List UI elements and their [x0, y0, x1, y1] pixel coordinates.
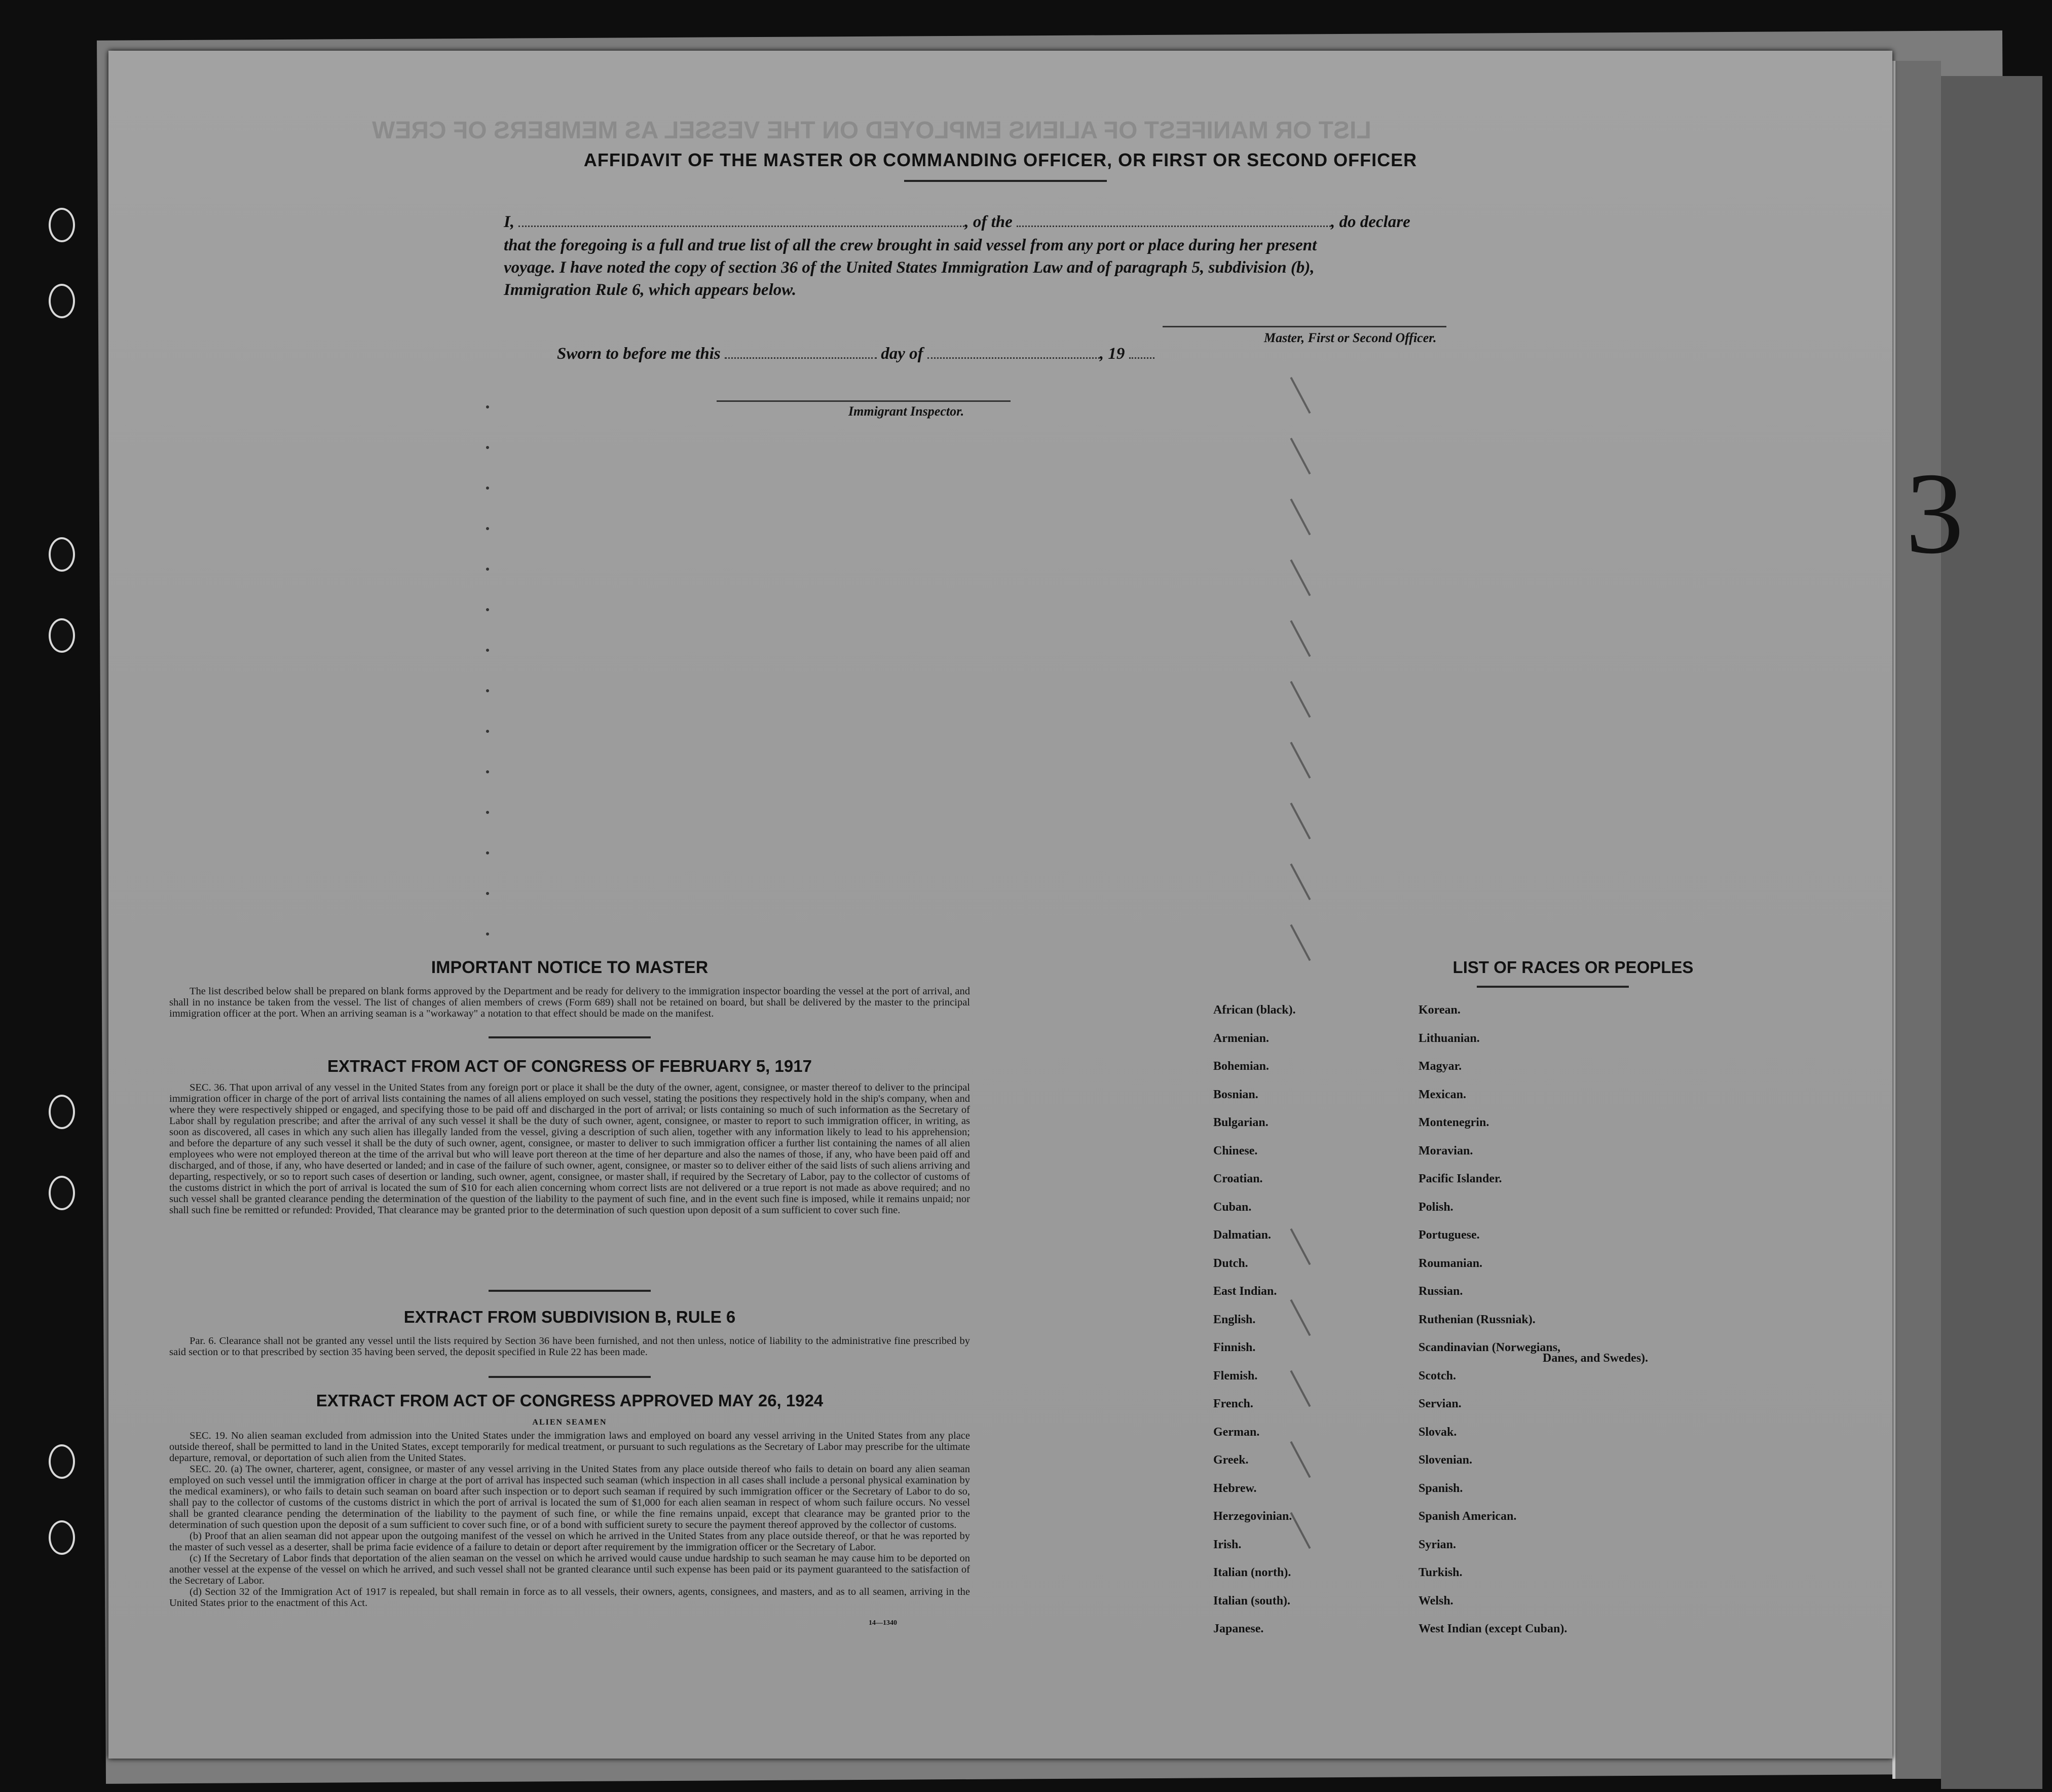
ditto-mark — [1290, 1441, 1311, 1478]
bleed-dot — [486, 892, 489, 895]
ditto-mark — [1290, 438, 1311, 475]
binder-hole — [49, 1444, 75, 1479]
affidavit-declare: , do declare — [1331, 213, 1410, 231]
race-item: German. — [1213, 1425, 1260, 1439]
race-item: Bulgarian. — [1213, 1116, 1268, 1129]
bleed-dot — [486, 649, 489, 652]
races-title: LIST OF RACES OR PEOPLES — [1452, 958, 1694, 977]
master-signature-line[interactable] — [1163, 326, 1446, 327]
race-item: Italian (north). — [1213, 1566, 1291, 1579]
race-item: Dalmatian. — [1213, 1228, 1271, 1242]
race-item: Croatian. — [1213, 1172, 1263, 1185]
ditto-mark — [1290, 499, 1311, 536]
underlying-page-edge — [1941, 76, 2042, 1789]
ditto-mark — [1290, 864, 1311, 901]
inspector-signature-label: Immigrant Inspector. — [848, 404, 964, 419]
race-item: Flemish. — [1213, 1369, 1258, 1383]
document-page — [108, 51, 1892, 1759]
affidavit-of-the: , of the — [964, 213, 1013, 231]
race-item: Magyar. — [1419, 1060, 1462, 1073]
race-item: Dutch. — [1213, 1256, 1248, 1270]
race-item: Slovak. — [1419, 1425, 1457, 1439]
binder-hole — [49, 618, 75, 653]
race-item: Irish. — [1213, 1538, 1242, 1551]
bleed-dot — [486, 487, 489, 490]
year-text: , 19 — [1099, 345, 1125, 363]
race-item: Montenegrin. — [1419, 1116, 1489, 1129]
bleed-dot — [486, 446, 489, 449]
bleed-dot — [486, 689, 489, 692]
bleed-dot — [486, 405, 489, 408]
race-item: Servian. — [1419, 1397, 1462, 1410]
race-item: Russian. — [1419, 1285, 1463, 1298]
act-1924-sec-19: SEC. 19. No alien seaman excluded from admission into the United States under the immigration laws and employed on board any vessel arriving in the United States from any place outside thereof, shall be permitted to land in the United States, except temporarily for medical treatment, or pursuant to such regulations as the Secretary of Labor may prescribe for the ultimate departure, removal, or deportation of such alien from the United States. — [169, 1430, 970, 1464]
ditto-mark — [1290, 924, 1311, 961]
ditto-mark — [1290, 742, 1311, 779]
race-item: Chinese. — [1213, 1144, 1258, 1158]
race-item: Polish. — [1419, 1200, 1453, 1214]
race-item: Moravian. — [1419, 1144, 1473, 1158]
binder-hole — [49, 1095, 75, 1129]
page-edge-strip — [1892, 61, 1941, 1779]
day-blank[interactable] — [725, 357, 877, 359]
form-number: 14—1340 — [869, 1619, 897, 1627]
bleed-dot — [486, 811, 489, 814]
notice-paragraph: The list described below shall be prepared on blank forms approved by the Department and be ready for delivery to the immigration inspector boarding the vessel at the port of arrival, and shall in no instance be taken from the vessel. The list of changes of alien members of crews (Form 689) shall not be retained on board, but shall be delivered by the master to the principal immigration officer at the port. When an arriving seaman is a "workaway" a notation to that effect should be made on the manifest. — [169, 986, 970, 1019]
race-item: Cuban. — [1213, 1200, 1252, 1214]
bleed-dot — [486, 730, 489, 733]
affidavit-line-3: voyage. I have noted the copy of section 36 of the United States Immigration Law and of paragraph 5, subdivision (b), — [504, 258, 1315, 277]
affidavit-line-1 — [504, 213, 1609, 232]
race-item: Welsh. — [1419, 1594, 1453, 1608]
race-item: Bohemian. — [1213, 1060, 1270, 1073]
notice-text — [169, 986, 970, 1019]
bleed-dot — [486, 568, 489, 571]
race-item: Korean. — [1419, 1003, 1461, 1017]
day-of-text: day of — [881, 345, 923, 363]
race-item: Mexican. — [1419, 1088, 1466, 1101]
ditto-mark — [1290, 620, 1311, 657]
races-divider — [1477, 986, 1629, 988]
ditto-mark — [1290, 559, 1311, 596]
act-1924-sec-20b: (b) Proof that an alien seaman did not appear upon the outgoing manifest of the vessel on which he arrived in the United States from any place outside thereof, or that he was reported by the master of such vessel as a deserter, shall be prima facie evidence of a failure to detain or deport after requirement by the immigration officer or the Secretary of Labor. — [169, 1530, 970, 1553]
act-1924-text — [169, 1430, 970, 1609]
ditto-mark — [1290, 377, 1311, 414]
section-divider — [489, 1036, 651, 1038]
alien-seamen-subtitle: ALIEN SEAMEN — [532, 1418, 607, 1427]
affidavit-line-4: Immigration Rule 6, which appears below. — [504, 281, 797, 299]
act-1924-sec-20c: (c) If the Secretary of Labor finds that deportation of the alien seaman on the vessel on which he arrived would cause undue hardship to such seaman he may cause him to be deported on another vessel at the expense of the vessel on which he arrived, and such vessel shall not be granted clearance until such expense has been paid or its payment guaranteed to the satisfaction of the Secretary of Labor. — [169, 1553, 970, 1586]
ditto-mark — [1290, 1228, 1311, 1265]
race-item: East Indian. — [1213, 1285, 1277, 1298]
master-signature-label: Master, First or Second Officer. — [1264, 330, 1437, 345]
bleed-dot — [486, 851, 489, 854]
affidavit-title: AFFIDAVIT OF THE MASTER OR COMMANDING OFFICER, OR FIRST OR SECOND OFFICER — [583, 150, 1417, 170]
race-item: Portuguese. — [1419, 1228, 1480, 1242]
race-item: French. — [1213, 1397, 1253, 1410]
race-item: Greek. — [1213, 1453, 1249, 1467]
sworn-line — [557, 345, 1662, 363]
race-item: Italian (south). — [1213, 1594, 1291, 1608]
year-blank[interactable] — [1129, 357, 1154, 359]
rule-6-text — [169, 1335, 970, 1358]
race-item: Japanese. — [1213, 1622, 1264, 1635]
act-1924-sec-20d: (d) Section 32 of the Immigration Act of 1917 is repealed, but shall remain in force as to all vessels, their owners, agents, consignees, and masters, and as to all seamen, arriving in the United States prior to the enactment of this Act. — [169, 1586, 970, 1609]
act-1917-text — [169, 1082, 970, 1216]
act-1924-sec-20a: SEC. 20. (a) The owner, charterer, agent, consignee, or master of any vessel arriving in the United States from any place outside thereof who fails to detain on board any alien seaman employed on such vessel until the immigration officer in charge at the port of arrival has inspected such seaman (which inspection in all cases shall include a personal physical examination by the medical examiners), or who fails to detain such seaman on board after such inspection or to deport such seaman if required by such immigration officer or the Secretary of Labor to do so, shall pay to the collector of customs of the customs district in which the port of arrival is located the sum of $1,000 for each alien seaman in respect of whom such failure occurs. No vessel shall be granted clearance pending the determination of the liability to the payment of such fine, or while the fine remains unpaid, except that clearance may be granted prior to the determination of such question upon the deposit of a sum sufficient to cover such fine, or of a bond with sufficient surety to secure the payment thereof approved by the collector of customs. — [169, 1464, 970, 1530]
bleed-dot — [486, 770, 489, 773]
race-item: Scandinavian (Norwegians, — [1419, 1341, 1561, 1354]
act-1917-title: EXTRACT FROM ACT OF CONGRESS OF FEBRUARY 5, 1917 — [327, 1057, 812, 1075]
title-divider — [904, 180, 1107, 182]
race-item: English. — [1213, 1313, 1256, 1326]
ditto-mark — [1290, 803, 1311, 840]
binder-hole — [49, 208, 75, 242]
act-1917-paragraph: SEC. 36. That upon arrival of any vessel in the United States from any foreign port or place it shall be the duty of the owner, agent, consignee, or master thereof to deliver to the principal immigration officer in charge of the port of arrival lists containing the names of all aliens employed on such vessel, stating the positions they respectively hold in the ship's company, when and where they were respectively shipped or engaged, and specifying those to be paid off and discharged in the port of arrival; or lists containing so much of such information as the Secretary of Labor shall by regulation prescribe; and after the arrival of any such vessel it shall be the duty of such owner, agent, consignee, or master to report to such immigration officer, in writing, as soon as discovered, all cases in which any such alien has illegally landed from the vessel, giving a description of such alien, together with any information likely to lead to his apprehension; and before the departure of any such vessel it shall be the duty of such owner, agent, consignee, or master to deliver to such immigration officer a further list containing the names of all alien employees who were not employed thereon at the time of the arrival but who will leave port thereon at the time of her departure and also the names of those, if any, who have been paid off and discharged, and of those, if any, who have deserted or landed; and in case of the failure of such owner, agent, consignee, or master so to deliver either of the said lists of such aliens arriving and departing, respectively, or so to report such cases of desertion or landing, such owner, agent, consignee, or master shall, if required by the Secretary of Labor, pay to the collector of customs of the customs district in which the port of arrival is located the sum of $10 for each alien concerning whom correct lists are not delivered or a true report is not made as above required; and no such vessel shall be granted clearance pending the determination of the question of the liability to the payment of such fine, and in the event such fine is imposed, while it remains unpaid; nor shall such fine be remitted or refunded: Provided, That clearance may be granted prior to the determination of such question upon deposit of a sum sufficient to cover such fine. — [169, 1082, 970, 1216]
handwritten-number: 3 — [1906, 449, 1964, 578]
race-item: Herzegovinian. — [1213, 1510, 1292, 1523]
race-item: West Indian (except Cuban). — [1419, 1622, 1568, 1635]
race-item: Spanish. — [1419, 1481, 1463, 1495]
race-item: Danes, and Swedes). — [1543, 1351, 1649, 1365]
notice-title: IMPORTANT NOTICE TO MASTER — [431, 958, 708, 977]
act-1924-title: EXTRACT FROM ACT OF CONGRESS APPROVED MAY 26, 1924 — [316, 1391, 824, 1410]
race-item: Roumanian. — [1419, 1256, 1483, 1270]
binder-hole — [49, 284, 75, 318]
affidavit-i: I, — [504, 213, 515, 231]
bleed-dot — [486, 932, 489, 936]
vessel-blank[interactable] — [1017, 226, 1331, 227]
bleed-through-heading: LIST OR MANIFEST OF ALIENS EMPLOYED ON THE VESSEL AS MEMBERS OF CREW — [372, 117, 1371, 144]
race-item: Lithuanian. — [1419, 1031, 1480, 1045]
sworn-text: Sworn to before me this — [557, 345, 721, 363]
race-item: Ruthenian (Russniak). — [1419, 1313, 1536, 1326]
race-item: Turkish. — [1419, 1566, 1463, 1579]
rule-6-paragraph: Par. 6. Clearance shall not be granted any vessel until the lists required by Section 36 have been furnished, and not then unless, notice of liability to the administrative fine prescribed by said section or to that prescribed by section 35 having been served, the deposit specified in Rule 22 has been made. — [169, 1335, 970, 1358]
bleed-dot — [486, 527, 489, 530]
bleed-dot — [486, 608, 489, 611]
section-divider — [489, 1290, 651, 1292]
ditto-mark — [1290, 1370, 1311, 1407]
binder-hole — [49, 537, 75, 572]
month-blank[interactable] — [927, 357, 1100, 359]
race-item: Bosnian. — [1213, 1088, 1258, 1101]
name-blank[interactable] — [518, 226, 964, 227]
race-item: Finnish. — [1213, 1341, 1256, 1354]
inspector-signature-line[interactable] — [717, 400, 1011, 402]
race-item: Armenian. — [1213, 1031, 1269, 1045]
race-item: African (black). — [1213, 1003, 1296, 1017]
race-item: Scotch. — [1419, 1369, 1456, 1383]
binder-hole — [49, 1176, 75, 1210]
race-item: Hebrew. — [1213, 1481, 1257, 1495]
ditto-mark — [1290, 1512, 1311, 1549]
race-item: Syrian. — [1419, 1538, 1457, 1551]
race-item: Slovenian. — [1419, 1453, 1473, 1467]
race-item: Spanish American. — [1419, 1510, 1517, 1523]
rule-6-title: EXTRACT FROM SUBDIVISION B, RULE 6 — [403, 1308, 736, 1326]
race-item: Pacific Islander. — [1419, 1172, 1502, 1185]
section-divider — [489, 1376, 651, 1378]
binder-hole — [49, 1520, 75, 1555]
affidavit-line-2: that the foregoing is a full and true list of all the crew brought in said vessel from any port or place during her present — [504, 236, 1317, 254]
ditto-mark — [1290, 681, 1311, 718]
ditto-mark — [1290, 1299, 1311, 1336]
